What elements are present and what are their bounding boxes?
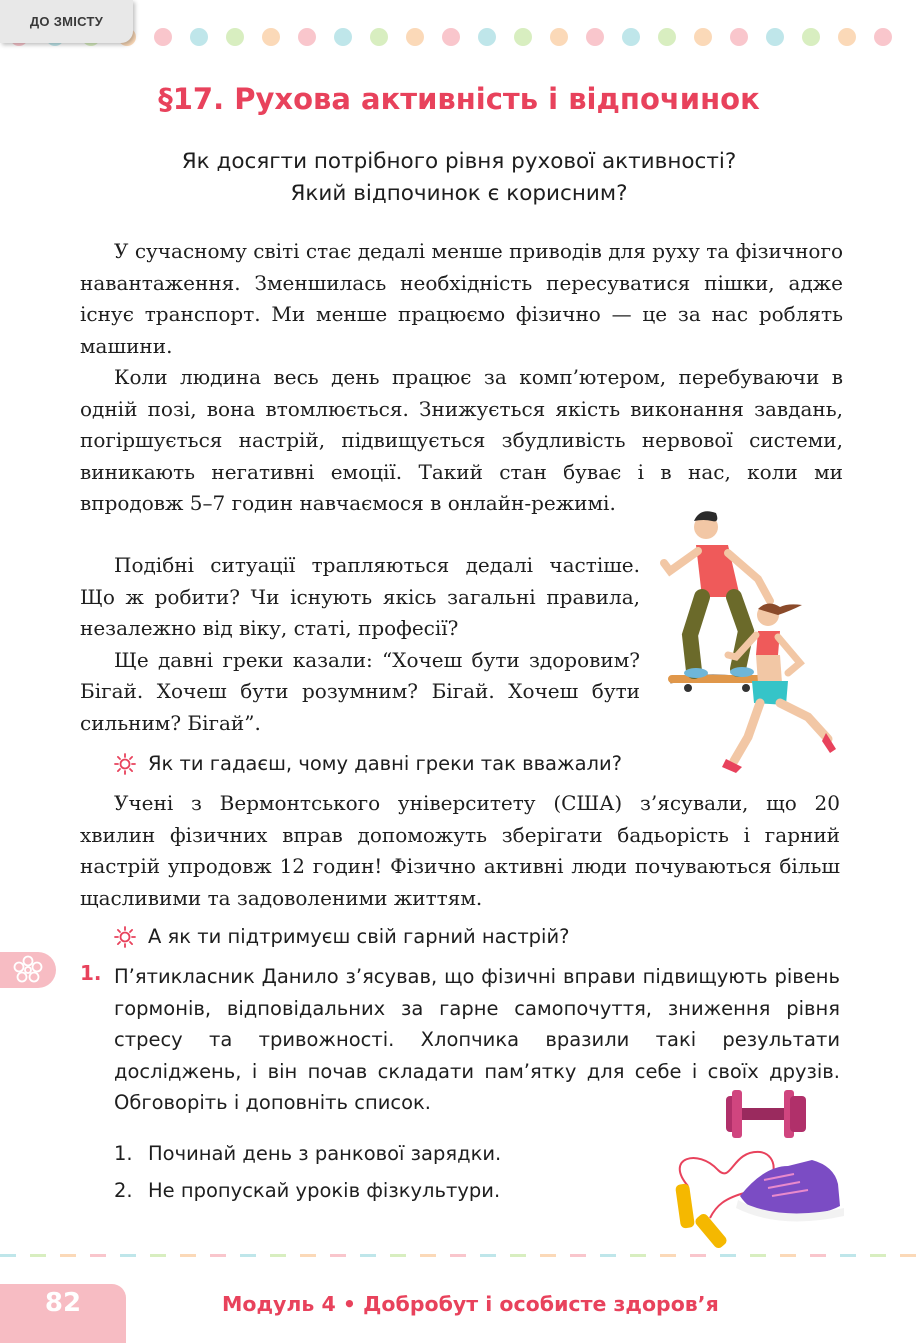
- decorative-dot: [838, 28, 856, 46]
- divider-dash: [750, 1254, 766, 1257]
- toc-button[interactable]: ДО ЗМІСТУ: [0, 0, 133, 43]
- divider-dash: [60, 1254, 76, 1257]
- sport-equipment-illustration: [668, 1088, 848, 1248]
- divider-dash: [330, 1254, 346, 1257]
- intro-text: [80, 236, 843, 520]
- divider-dash: [0, 1254, 16, 1257]
- decorative-dot: [298, 28, 316, 46]
- divider-dash: [540, 1254, 556, 1257]
- list-item: [114, 1172, 501, 1209]
- side-text: [80, 550, 640, 739]
- flower-icon: [11, 955, 45, 985]
- question-2: [114, 925, 570, 948]
- sun-icon: [114, 753, 136, 775]
- decorative-dot: [478, 28, 496, 46]
- decorative-dot: [262, 28, 280, 46]
- divider-dash: [360, 1254, 376, 1257]
- list-item-number: 1.: [114, 1142, 133, 1165]
- divider-dash: [480, 1254, 496, 1257]
- divider-dash: [720, 1254, 736, 1257]
- divider-dash: [300, 1254, 316, 1257]
- decorative-dot: [874, 28, 892, 46]
- paragraph-4: Ще давні греки казали: “Хочеш бути здоровим? Бігай. Хочеш бути розумним? Бігай. Хочеш бути сильним? Бігай”.: [80, 647, 640, 735]
- research-text: [80, 788, 840, 914]
- decorative-dot: [550, 28, 568, 46]
- runners-illustration: [650, 505, 850, 775]
- subtitle-line-1: Як досягти потрібного рівня рухової активності?: [181, 149, 737, 174]
- paragraph-1: У сучасному світі стає дедалі менше приводів для руху та фізичного навантаження. Зменшилась необхідність пересуватися пішки, адже існує транспорт. Ми менше працюємо фізично — це за нас роблять машини.: [80, 239, 843, 358]
- divider-dash: [780, 1254, 796, 1257]
- list-item-text: Починай день з ранкової зарядки.: [148, 1142, 502, 1165]
- paragraph-2: Коли людина весь день працює за комп’ютером, перебуваючи в одній позі, вона втомлюється. Знижується якість виконання завдань, погіршується настрій, підвищується збудливість нервової системи, виникають негативні емоції. Такий стан буває і в нас, коли ми впродовж 5–7 годин навчаємося в онлайн-режимі.: [80, 365, 843, 515]
- page-number: 82: [0, 1284, 126, 1343]
- decorative-dot: [442, 28, 460, 46]
- divider-dash: [450, 1254, 466, 1257]
- list-item-number: 2.: [114, 1179, 133, 1202]
- question-1: [114, 752, 622, 775]
- paragraph-3: Подібні ситуації трапляються дедалі частіше. Що ж робити? Чи існують якісь загальні правила, незалежно від віку, статі, професії?: [80, 553, 640, 640]
- decorative-dot: [154, 28, 172, 46]
- decorative-dot: [766, 28, 784, 46]
- divider-dash: [510, 1254, 526, 1257]
- divider-dash: [210, 1254, 226, 1257]
- decorative-dot: [334, 28, 352, 46]
- task-number: 1.: [80, 961, 102, 985]
- divider-dash: [660, 1254, 676, 1257]
- divider-dash: [90, 1254, 106, 1257]
- decorative-dot: [658, 28, 676, 46]
- decorative-dot: [226, 28, 244, 46]
- page-subtitle: [0, 146, 918, 210]
- task-text: П’ятикласник Данило з’ясував, що фізичні вправи підвищують рівень гормонів, відповідальних за гарне самопочуття, зниження рівня стресу та тривожності. Хлопчика вразили такі результати досліджень, і він почав складати пам’ятку для себе і своїх друзів. Обговоріть і доповніть список.: [114, 965, 840, 1114]
- divider-dash: [600, 1254, 616, 1257]
- divider-dash: [240, 1254, 256, 1257]
- list-item: [114, 1135, 501, 1172]
- divider-dash: [180, 1254, 196, 1257]
- decorative-dot: [586, 28, 604, 46]
- decorative-dot: [730, 28, 748, 46]
- divider-dash: [900, 1254, 916, 1257]
- decorative-dot: [370, 28, 388, 46]
- divider-dash: [150, 1254, 166, 1257]
- page-title: §17. Рухова активність і відпочинок: [158, 82, 760, 116]
- divider-dash: [270, 1254, 286, 1257]
- decorative-dot: [802, 28, 820, 46]
- divider-dash: [420, 1254, 436, 1257]
- memo-list: [114, 1135, 501, 1209]
- decorative-dot: [622, 28, 640, 46]
- sun-icon: [114, 926, 136, 948]
- group-work-tab: [0, 952, 56, 988]
- question-2-text: А як ти підтримуєш свій гарний настрій?: [148, 925, 570, 948]
- footer-divider: [0, 1254, 918, 1258]
- list-item-text: Не пропускай уроків фізкультури.: [148, 1179, 501, 1202]
- paragraph-5: Учені з Вермонтського університету (США) з’ясували, що 20 хвилин фізичних вправ допоможуть зберігати бадьорість і гарний настрій упродовж 12 годин! Фізично активні люди почуваються більш щасливими та задоволеними життям.: [80, 791, 840, 910]
- divider-dash: [390, 1254, 406, 1257]
- divider-dash: [810, 1254, 826, 1257]
- decorative-dot: [406, 28, 424, 46]
- subtitle-line-2: Який відпочинок є корисним?: [290, 181, 628, 206]
- divider-dash: [630, 1254, 646, 1257]
- decorative-dot: [190, 28, 208, 46]
- footer-module-title: Модуль 4 • Добробут і особисте здоров’я: [222, 1292, 719, 1316]
- decorative-dot: [514, 28, 532, 46]
- divider-dash: [840, 1254, 856, 1257]
- divider-dash: [30, 1254, 46, 1257]
- decorative-dot: [694, 28, 712, 46]
- question-1-text: Як ти гадаєш, чому давні греки так вважали?: [148, 752, 623, 775]
- decorative-dots-row: [0, 28, 918, 48]
- divider-dash: [690, 1254, 706, 1257]
- divider-dash: [870, 1254, 886, 1257]
- divider-dash: [120, 1254, 136, 1257]
- divider-dash: [570, 1254, 586, 1257]
